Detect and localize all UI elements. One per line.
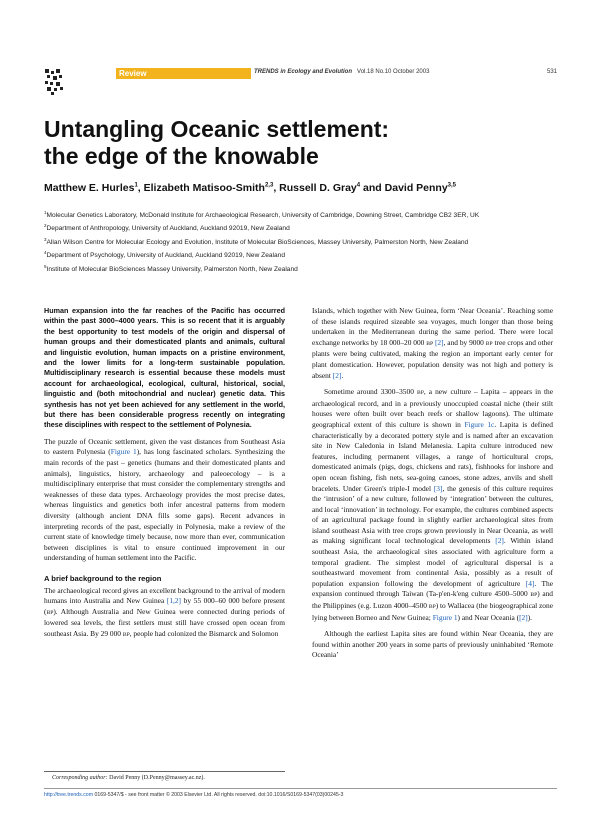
- journal-logo-icon: [44, 68, 66, 96]
- author: Elizabeth Matisoo-Smith$^{2,3}$,: [143, 182, 280, 194]
- citation-link[interactable]: [4]: [525, 578, 535, 588]
- citation-link[interactable]: [3]: [433, 483, 443, 493]
- page-number: 531: [546, 69, 557, 75]
- left-column: [44, 306, 285, 647]
- article-title: [44, 116, 544, 170]
- affiliation: $^4$Department of Psychology, University of Auckland, Auckland 92019, New Zealand: [44, 250, 285, 260]
- affiliation: $^1$Molecular Genetics Laboratory, McDonald Institute for Archaeological Research, University of Cambridge, Downing Street, Cambridge CB2 3ER, UK: [44, 210, 480, 220]
- journal-citation: [254, 69, 429, 75]
- journal-header: [44, 68, 557, 80]
- background-paragraph: The archaeological record gives an excellent background to the arrival of modern humans into Australia and New Guinea [1,2] by 55 000–60 000 before present (BP). Although Australia and New Guinea were connected during periods of lowered sea levels, the first settlers must still have crossed open ocean from southeast Asia. By 29 000 BP, people had colonized the Bismarck and Solomon: [44, 585, 285, 638]
- corresponding-author: Corresponding author: David Penny (D.Penny@massey.ac.nz).: [52, 775, 205, 781]
- copyright-doi: 0169-5347/$ - see front matter © 2003 Elsevier Ltd. All rights reserved. doi:10.1016/S0169-5347(03)00245-3: [93, 792, 344, 798]
- author: David Penny$^{3,5}$: [384, 182, 457, 194]
- footnote-divider: [44, 771, 285, 772]
- abstract: Human expansion into the far reaches of the Pacific has occurred within the past 3000–4000 years. This is so recent that it is arguably the best opportunity to test models of the origin and dispersal of human groups and their domesticated plants and animals, cultural and linguistic evolution, human impacts on a pristine environment, and the lower limits for a long-term sustainable population. Multidisciplinary research is essential because these models must account for archaeological, ecological, cultural, historical, social, linguistic and (both mitochondrial and nuclear) genetic data. This synthesis has not yet been achieved for any settlement in the world, but there has been considerable progress recently on integrating these disciplines with respect to the settlement of Polynesia.: [44, 306, 285, 430]
- citation-link[interactable]: [2]: [495, 536, 504, 546]
- citation-link[interactable]: [1,2]: [166, 596, 182, 606]
- section-tag: Review: [116, 68, 251, 79]
- affiliations: [44, 208, 544, 275]
- affiliation: $^5$Institute of Molecular BioSciences Massey University, Palmerston North, New Zealand: [44, 263, 298, 273]
- body-paragraph: Islands, which together with New Guinea, form ‘Near Oceania’. Reaching some of these islands required sizeable sea voyages, much longer than those being undertaken in the Mediterranean during the same period. There were local exchange networks by 18 000–20 000 BP [2], and by 9000 BP tree crops and other plants were being cultivated, making the region an important early center for plant domestication. However, population density was not high and pottery is absent [2].: [312, 306, 553, 380]
- page-footer: [44, 792, 343, 798]
- journal-issue: Vol.18 No.10 October 2003: [357, 69, 430, 75]
- figure-link[interactable]: Figure 1: [110, 447, 137, 457]
- section-heading: A brief background to the region: [44, 574, 162, 583]
- journal-name: TRENDS in Ecology and Evolution: [254, 69, 353, 75]
- title-line-2: the edge of the knowable: [44, 143, 319, 169]
- body-paragraph: Sometime around 3300–3500 BP, a new culture – Lapita – appears in the archaeological record, and in a previously unoccupied coastal niche (their stilt houses were often built over beach reefs or shallow lagoons). The ultimate geographical extent of this culture is shown in Figure 1c. Lapita is defined characteristically by a decorated pottery style and is named after an excavation site in New Caledonia in Island Melanesia. Lapita culture introduced new features, including permanent villages, a range of horticultural crops, domesticated animals (pigs, dogs, chickens and rats), fishhooks for inshore and open ocean fishing, fish nets, sea-going canoes, stone adzes, anvils and shell bracelets. Under Green's triple-I model [3], the genesis of this culture requires the ‘intrusion’ of a new culture, followed by ‘integration’ between the cultures, and local ‘innovation’ in technology. For example, the cultures combined aspects of an agricultural package found in slightly earlier archaeological sites from island southeast Asia with tree crops grown previously in Near Oceania, as well as making significant local technological developments [2]. Within island southeast Asia, the archaeological sites associated with agriculture form a temporal gradient. The simplest model of agricultural dispersal is a southeastward movement from continental Asia, possibly as a result of population expansion following the development of agriculture [4]. The expansion continued through Taiwan (Ta-p'en-k'eng culture 4500–5000 BP) and the Philippines (e.g. Luzon 4000–4500 BP) to Wallacea (the biogeographical zone lying between Borneo and New Guinea; Figure 1) and Near Oceania ([2]).: [312, 387, 553, 622]
- footer-divider: [44, 788, 557, 789]
- affiliation: $^2$Department of Anthropology, University of Auckland, Auckland 92019, New Zealand: [44, 223, 290, 233]
- body-paragraph: Although the earliest Lapita sites are found within Near Oceania, they are found within another 200 years in some parts of previously uninhabited ‘Remote Oceania’: [312, 629, 553, 660]
- citation-link[interactable]: [2]: [519, 612, 528, 622]
- title-line-1: Untangling Oceanic settlement:: [44, 116, 390, 142]
- figure-link[interactable]: Figure 1: [432, 612, 458, 622]
- author: Matthew E. Hurles$^1$,: [44, 182, 144, 194]
- author: Russell D. Gray$^4$ and: [279, 182, 385, 194]
- affiliation: $^3$Allan Wilson Centre for Molecular Ecology and Evolution, Institute of Molecular BioSciences, Massey University, Palmerston North, New Zealand: [44, 236, 469, 246]
- right-column: [312, 306, 553, 667]
- author-list: [44, 182, 564, 194]
- citation-link[interactable]: [2]: [332, 370, 342, 380]
- journal-url-link[interactable]: http://tree.trends.com: [44, 792, 94, 798]
- intro-paragraph: The puzzle of Oceanic settlement, given the vast distances from Southeast Asia to eastern Polynesia (Figure 1), has long fascinated scholars. Synthesizing the main records of the past – genetics (humans and their domesticated plants and animals), linguistics, history, archaeology and paleoecology – is a multidisciplinary enterprise that must consider the complementary strengths and weaknesses of these data types. Archaeology provides the most precise dates, whereas linguistics and genetics both infer ancestral patterns from modern diversity (although ancient DNA fills some gaps). Recent advances in interpreting records of the past, especially in Polynesia, make a review of the current state of knowledge timely because, now more than ever, communication between disciplines is vital to ensure continued improvement in our understanding of human settlement into the Pacific.: [44, 436, 286, 563]
- figure-link[interactable]: Figure 1c: [464, 419, 495, 429]
- citation-link[interactable]: [2]: [434, 337, 444, 347]
